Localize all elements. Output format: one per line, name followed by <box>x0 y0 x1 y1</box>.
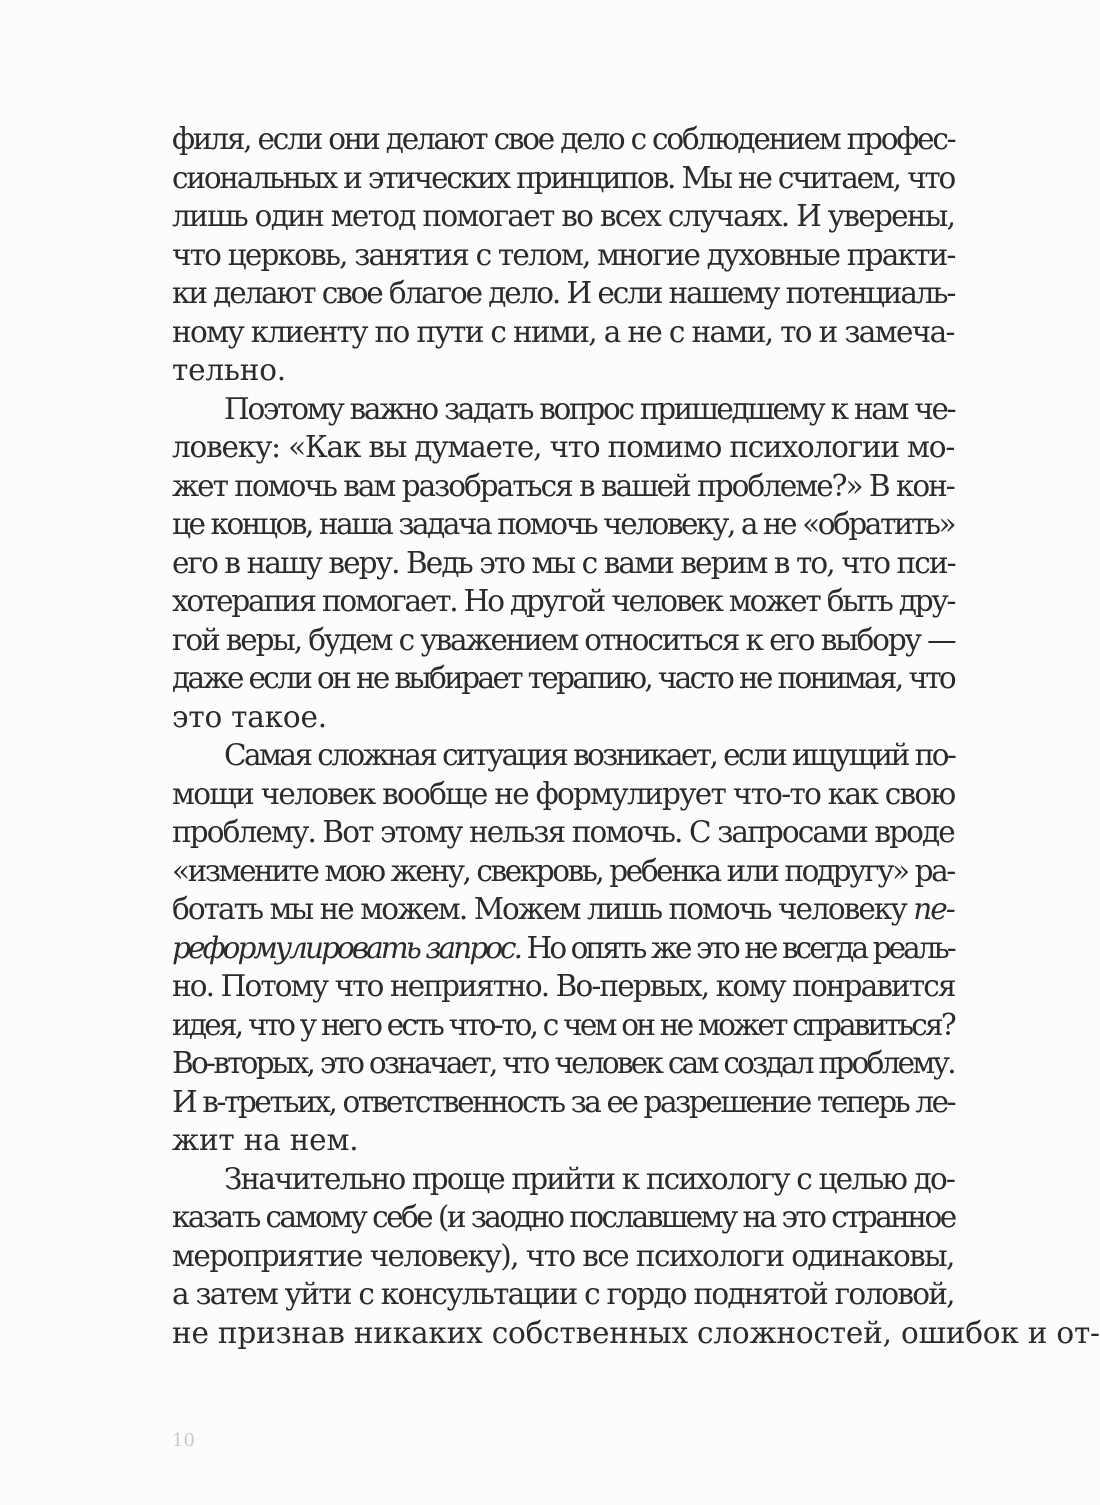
text-line: филя, если они делают свое дело с соблюдением профес- <box>172 122 955 156</box>
text-line: И в-третьих, ответственность за ее разрешение теперь ле- <box>172 1084 955 1119</box>
text-line: ловеку: «Как вы думаете, что помимо психологии мо- <box>172 430 955 464</box>
text-line: казать самому себе (и заодно пославшему на это странное <box>172 1200 955 1234</box>
text-line: «измените мою жену, свекровь, ребенка или подругу» ра- <box>172 853 954 888</box>
paragraph-4 <box>172 1160 1100 1353</box>
paragraph-3 <box>172 736 954 1160</box>
paragraph-2 <box>172 390 954 737</box>
text-line: не признав никаких собственных сложностей, ошибок и от- <box>172 1315 1100 1350</box>
text-line: Во-вторых, это означает, что человек сам создал проблему. <box>172 1046 954 1080</box>
text-line: а затем уйти с консультации с гордо поднятой головой, <box>172 1277 954 1311</box>
text-fragment: Но опять же это не всегда реаль- <box>526 930 954 965</box>
text-line-with-italic <box>172 929 954 968</box>
text-line: что церковь, занятия с телом, многие духовные практи- <box>172 237 955 272</box>
paragraph-1 <box>172 120 954 390</box>
text-line: Значительно проще прийти к психологу с целью до- <box>224 1161 954 1196</box>
page-number: 10 <box>172 1430 195 1451</box>
text-line: Поэтому важно задать вопрос пришедшему к нам че- <box>224 391 955 426</box>
italic-fragment: пе- <box>913 892 954 926</box>
text-line: лишь один метод помогает во всех случаях. И уверены, <box>172 199 955 233</box>
italic-fragment: реформулировать запрос. <box>172 930 521 965</box>
body-text <box>172 120 1100 1352</box>
text-line: гой веры, будем с уважением относиться к его выбору — <box>172 622 955 657</box>
text-line: ки делают свое благое дело. И если нашему потенциаль- <box>172 276 955 310</box>
text-line: проблему. Вот этому нельзя помочь. С запросами вроде <box>172 815 954 849</box>
text-line: це концов, наша задача помочь человеку, а не «обратить» <box>172 507 955 541</box>
text-line: но. Потому что неприятно. Во-первых, кому понравится <box>172 969 955 1003</box>
text-line: это такое. <box>172 699 327 734</box>
text-line: идея, что у него есть что-то, с чем он не может справиться? <box>172 1007 954 1042</box>
text-line: хотерапия помогает. Но другой человек может быть дру- <box>172 584 955 618</box>
text-line: мероприятие человеку), что все психологи одинаковы, <box>172 1238 954 1273</box>
text-line: жет помочь вам разобраться в вашей проблеме?» В кон- <box>172 468 954 503</box>
text-line: Самая сложная ситуация возникает, если ищущий по- <box>224 738 955 772</box>
text-line: его в нашу веру. Ведь это мы с вами верим в то, что пси- <box>172 545 955 580</box>
text-line: даже если он не выбирает терапию, часто не понимая, что <box>172 661 954 695</box>
text-line: мощи человек вообще не формулирует что-то как свою <box>172 776 955 811</box>
text-line: сиональных и этических принципов. Мы не считаем, что <box>172 160 955 195</box>
text-line: ному клиенту по пути с ними, а не с нами, то и замеча- <box>172 314 954 349</box>
text-line: тельно. <box>172 353 286 387</box>
text-line-with-italic <box>172 890 954 929</box>
text-fragment: ботать мы не можем. Можем лишь помочь человеку <box>172 892 906 926</box>
text-line: жит на нем. <box>172 1123 359 1157</box>
